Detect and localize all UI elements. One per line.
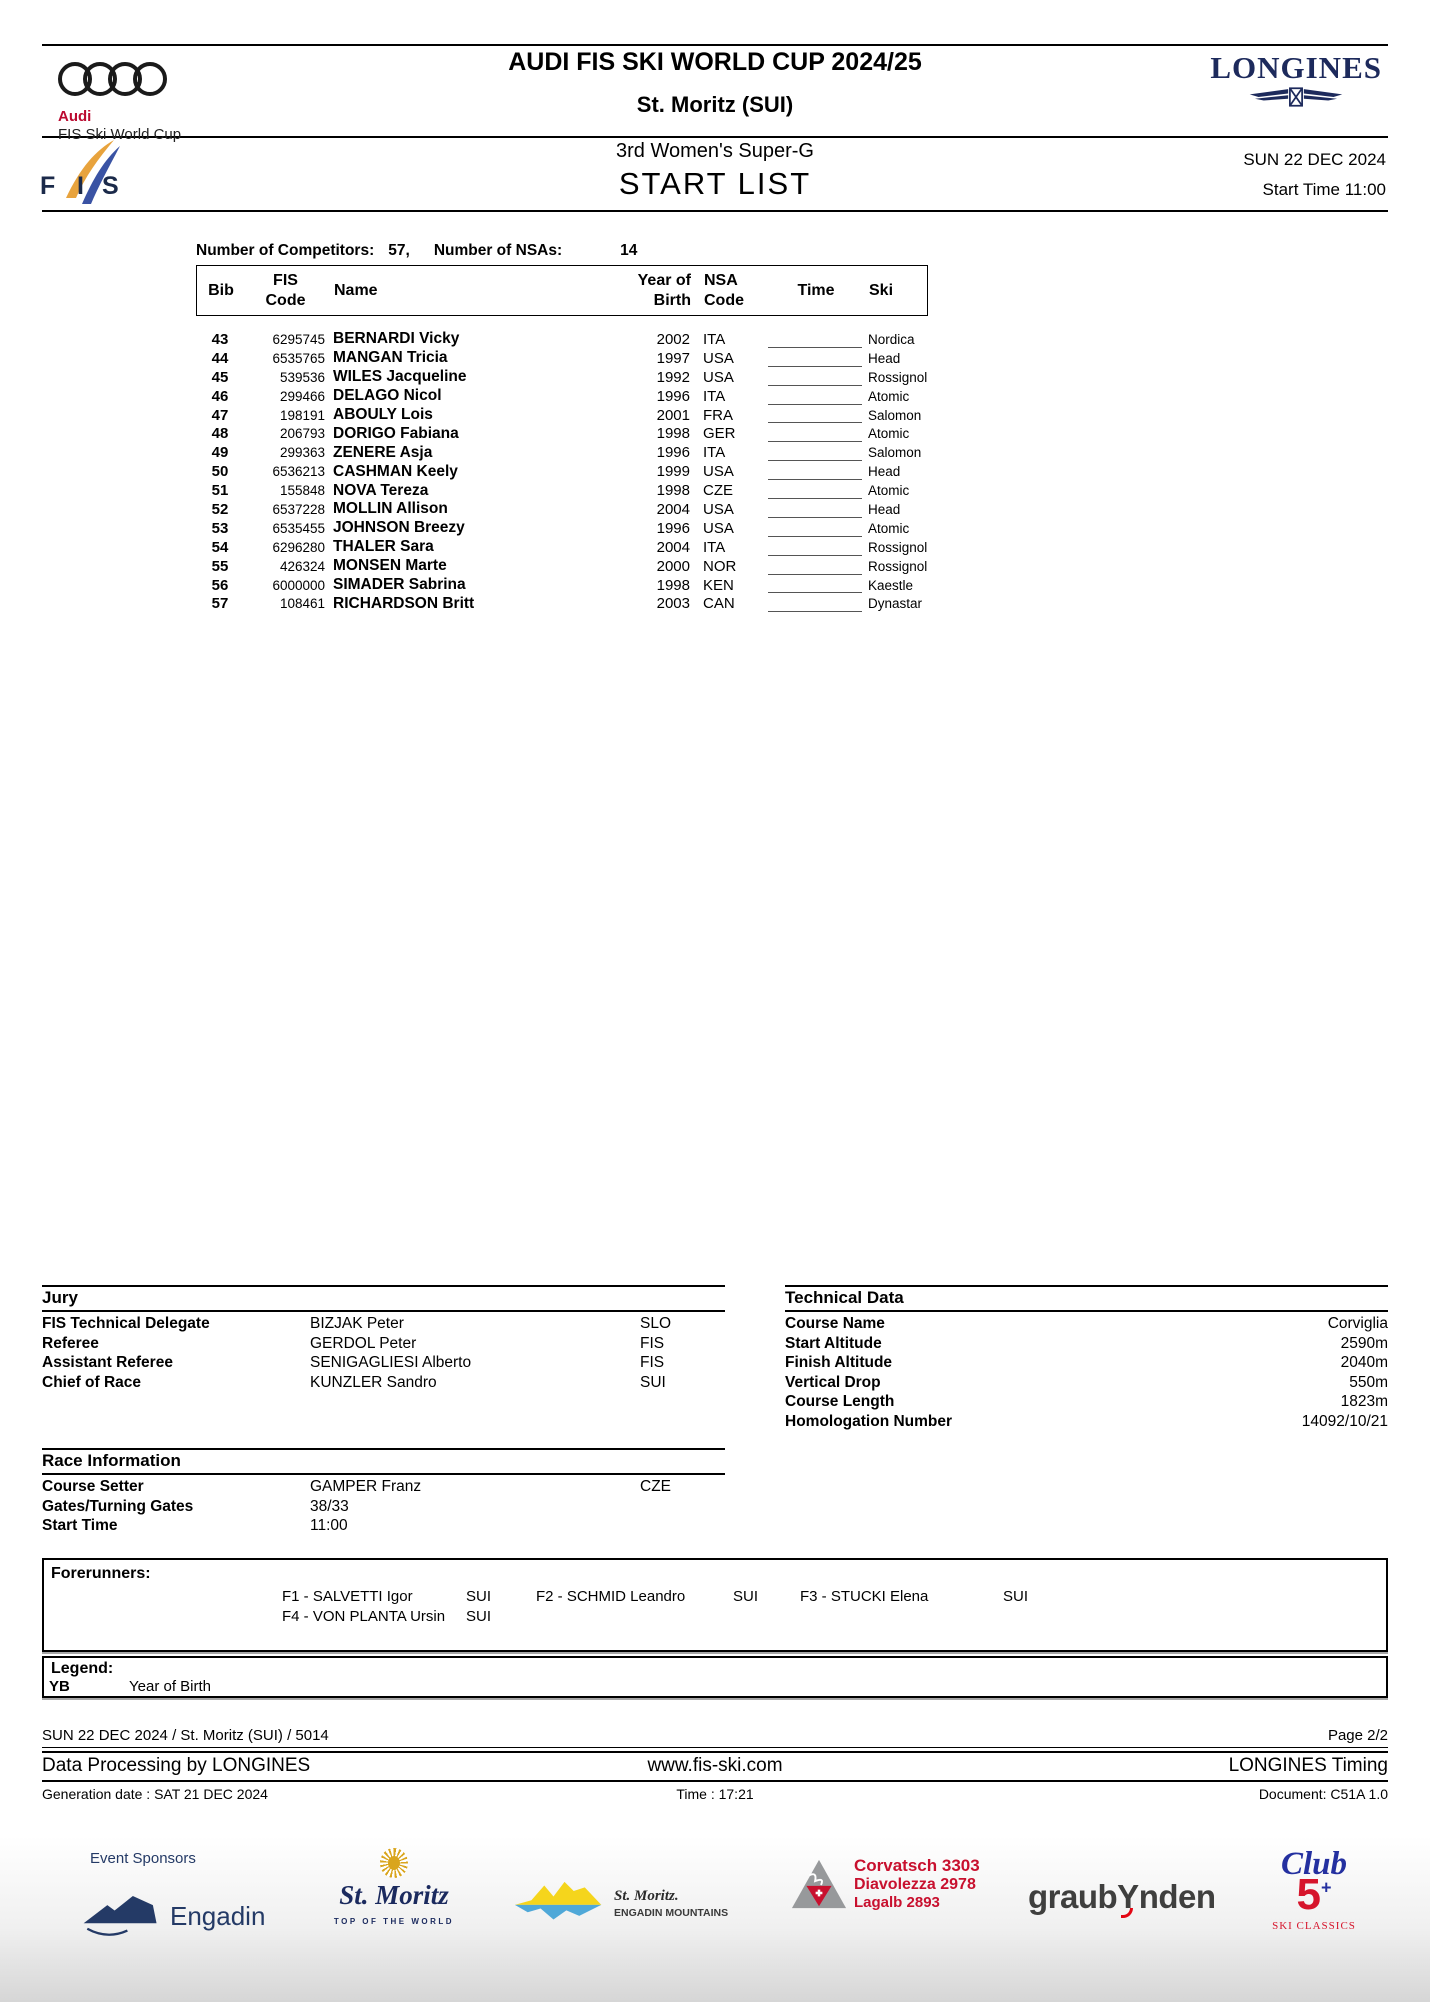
table-row (196, 406, 928, 425)
corvatsch-line-1: Corvatsch 3303 (854, 1856, 980, 1875)
sponsor-st-moritz (326, 1848, 462, 1926)
club5-script: Club (1280, 1846, 1348, 1882)
competitor-name: DELAGO Nicol (333, 387, 442, 405)
race-info-row: Start Time 11:00 (42, 1517, 348, 1534)
table-body (196, 330, 928, 613)
fis-code: 6536213 (272, 464, 325, 480)
footer-timing: LONGINES Timing (1228, 1755, 1388, 1776)
engadin-mountains-icon (512, 1880, 606, 1926)
bib: 57 (211, 595, 229, 613)
table-row (196, 387, 928, 406)
year-of-birth: 1996 (656, 519, 690, 537)
fis-code: 539536 (279, 369, 325, 385)
sun-icon (380, 1848, 408, 1878)
start-time: Start Time 11:00 (1262, 180, 1386, 199)
bib: 46 (211, 387, 229, 405)
race-date: SUN 22 DEC 2024 (1243, 150, 1386, 169)
nsa-code: USA (703, 368, 734, 386)
race-information-title: Race Information (42, 1448, 725, 1475)
fis-code: 426324 (279, 558, 325, 574)
svg-text:S: S (102, 172, 119, 200)
technical-row: Homologation Number 14092/10/21 (785, 1412, 1388, 1430)
time-blank (756, 557, 862, 576)
nsa-code: NOR (703, 557, 737, 575)
graubuenden-wordmark-post: nden (1138, 1878, 1216, 1915)
forerunner-nation: SUI (466, 1608, 492, 1625)
ski-brand: Atomic (868, 483, 910, 499)
jury-row: Assistant Referee SENIGAGLIESI Alberto FIS (42, 1354, 665, 1371)
time-blank (756, 330, 862, 349)
nsa-code: CZE (703, 482, 733, 500)
header-rule-bottom (42, 210, 1388, 212)
fis-code: 6296280 (272, 539, 325, 555)
bib: 48 (211, 425, 229, 443)
forerunner-name: F2 - SCHMID Leandro (536, 1588, 686, 1605)
forerunner-nation: SUI (733, 1588, 759, 1605)
nsa-code: ITA (703, 538, 726, 556)
audi-brand-text: Audi (58, 108, 92, 125)
footer-generation-time: Time : 17:21 (676, 1786, 754, 1802)
svg-text:F: F (40, 172, 56, 200)
footer-document-id: Document: C51A 1.0 (1258, 1786, 1388, 1802)
sponsor-club5 (1266, 1846, 1362, 1932)
time-blank (756, 443, 862, 462)
time-blank (756, 500, 862, 519)
fis-code: 6535455 (272, 520, 325, 536)
legend-title: Legend: (51, 1660, 114, 1677)
nsa-code: GER (703, 425, 736, 443)
fis-code: 299466 (279, 388, 325, 404)
table-header (196, 265, 928, 316)
table-row (196, 424, 928, 443)
bib: 52 (211, 500, 229, 518)
column-nsa-code: NSA Code (704, 271, 744, 309)
longines-hourglass-icon (1248, 86, 1344, 108)
table-row (196, 368, 928, 387)
forerunner-nation: SUI (466, 1588, 492, 1605)
sponsor-engadin (80, 1892, 265, 1940)
jury-row: FIS Technical Delegate BIZJAK Peter SLO (42, 1315, 672, 1332)
page-title: START LIST (618, 166, 812, 201)
time-blank (756, 387, 862, 406)
ski-brand: Head (868, 501, 901, 517)
st-moritz-tagline: TOP OF THE WORLD (333, 1917, 455, 1926)
nsa-code: USA (703, 500, 734, 518)
corvatsch-mountain-icon (790, 1857, 848, 1911)
competitor-name: MANGAN Tricia (333, 349, 448, 367)
time-blank (756, 424, 862, 443)
table-row (196, 576, 928, 595)
bib: 53 (211, 519, 229, 537)
fis-code: 6535765 (272, 350, 325, 366)
forerunner-name: F4 - VON PLANTA Ursin (282, 1608, 446, 1625)
table-row (196, 349, 928, 368)
year-of-birth: 2004 (656, 500, 690, 518)
time-blank (756, 406, 862, 425)
column-time: Time (797, 281, 835, 299)
bib: 56 (211, 576, 229, 594)
forerunner-name: F1 - SALVETTI Igor (282, 1588, 413, 1605)
time-blank (756, 519, 862, 538)
technical-data-title: Technical Data (785, 1285, 1388, 1312)
fis-code: 155848 (279, 483, 325, 499)
year-of-birth: 2001 (656, 406, 690, 424)
column-ski: Ski (869, 281, 894, 299)
ski-brand: Atomic (868, 520, 910, 536)
technical-row: Vertical Drop 550m (785, 1373, 1388, 1391)
header-rule-middle (42, 136, 1388, 138)
nsa-code: FRA (703, 406, 733, 424)
footer-processing: Data Processing by LONGINES (42, 1755, 311, 1776)
year-of-birth: 2000 (656, 557, 690, 575)
year-of-birth: 2004 (656, 538, 690, 556)
ski-brand: Kaestle (868, 577, 914, 593)
year-of-birth: 1999 (656, 463, 690, 481)
sponsor-engadin-mountains (512, 1880, 728, 1926)
technical-row: Start Altitude 2590m (785, 1334, 1388, 1352)
ski-brand: Head (868, 464, 901, 480)
bib: 55 (211, 557, 229, 575)
race-info-row: Gates/Turning Gates 38/33 (42, 1497, 349, 1515)
ski-brand: Nordica (868, 331, 915, 347)
bib: 51 (211, 482, 229, 500)
event-sponsors-label: Event Sponsors (90, 1850, 196, 1867)
footer-website: www.fis-ski.com (647, 1755, 783, 1776)
sponsor-band (0, 1836, 1430, 2002)
corvatsch-line-2: Diavolezza 2978 (854, 1875, 976, 1893)
forerunner-nation: SUI (1003, 1588, 1029, 1605)
year-of-birth: 1996 (656, 444, 690, 462)
bib: 49 (211, 444, 229, 462)
table-row (196, 557, 928, 576)
corvatsch-line-3: Lagalb 2893 (854, 1893, 940, 1911)
technical-row: Course Length 1823m (785, 1393, 1388, 1410)
time-blank (756, 594, 862, 613)
jury-title: Jury (42, 1285, 725, 1312)
nsa-code: USA (703, 463, 734, 481)
competitors-summary (196, 242, 928, 260)
time-blank (756, 538, 862, 557)
engadin-mountain-icon (80, 1892, 162, 1940)
column-bib: Bib (208, 281, 234, 299)
year-of-birth: 1998 (656, 482, 690, 500)
nsa-code: KEN (703, 576, 734, 594)
fis-code: 6537228 (272, 501, 325, 517)
column-year-of-birth: Year of Birth (637, 271, 691, 309)
bib: 50 (211, 463, 229, 481)
year-of-birth: 1998 (656, 576, 690, 594)
column-name: Name (334, 281, 378, 299)
legend-box (42, 1656, 1388, 1698)
table-row (196, 330, 928, 349)
forerunners-title: Forerunners: (51, 1565, 151, 1582)
competitor-name: NOVA Tereza (333, 481, 429, 499)
club5-number: 5+ (1296, 1870, 1332, 1919)
year-of-birth: 1997 (656, 349, 690, 367)
bib: 54 (211, 538, 229, 556)
sponsor-corvatsch (790, 1856, 980, 1911)
st-moritz-script: St. Moritz (339, 1880, 449, 1910)
table-row (196, 519, 928, 538)
ski-brand: Atomic (868, 426, 910, 442)
nsa-code: USA (703, 519, 734, 537)
forerunners-row (44, 1587, 1386, 1627)
fis-code: 6295745 (272, 331, 325, 347)
jury-row: Chief of Race KUNZLER Sandro SUI (42, 1373, 666, 1391)
nsa-code: ITA (703, 330, 726, 348)
fis-code: 206793 (279, 426, 325, 442)
longines-wordmark: LONGINES (1210, 50, 1382, 85)
technical-row: Finish Altitude 2040m (785, 1354, 1388, 1371)
forerunners-box (42, 1558, 1388, 1652)
graubuenden-wordmark-pre: graub (1028, 1878, 1118, 1915)
ski-brand: Head (868, 350, 901, 366)
fis-code: 6000000 (272, 577, 325, 593)
ski-brand: Salomon (868, 445, 922, 461)
competitor-name: ABOULY Lois (333, 406, 433, 423)
time-blank (756, 349, 862, 368)
club5-tagline: SKI CLASSICS (1272, 1920, 1356, 1933)
jury-row: Referee GERDOL Peter FIS (42, 1334, 665, 1352)
nsas-count: 14 (620, 242, 638, 259)
ski-brand: Rossignol (868, 558, 928, 574)
year-of-birth: 2003 (656, 595, 690, 613)
bib: 47 (211, 406, 229, 424)
year-of-birth: 1998 (656, 425, 690, 443)
nsa-code: ITA (703, 444, 726, 462)
race-info-row: Course Setter GAMPER Franz CZE (42, 1478, 671, 1495)
fis-code: 108461 (279, 596, 325, 612)
year-of-birth: 2002 (656, 330, 690, 348)
competitor-name: WILES Jacqueline (333, 368, 467, 386)
year-of-birth: 1996 (656, 387, 690, 405)
jury-section (42, 1285, 725, 1392)
ski-brand: Salomon (868, 407, 922, 423)
time-blank (756, 576, 862, 595)
bib: 43 (211, 330, 229, 348)
year-of-birth: 1992 (656, 368, 690, 386)
race-information-section (42, 1448, 725, 1536)
fis-code: 198191 (279, 407, 325, 423)
time-blank (756, 462, 862, 481)
footer (42, 1727, 1388, 1802)
competitor-name: MOLLIN Allison (333, 500, 448, 518)
competitor-name: CASHMAN Keely (333, 462, 458, 480)
fis-code: 299363 (279, 445, 325, 461)
table-row (196, 443, 928, 462)
nsas-label: Number of NSAs: (433, 242, 563, 259)
table-row (196, 481, 928, 500)
legend-row (44, 1678, 1386, 1695)
footer-doc-line: SUN 22 DEC 2024 / St. Moritz (SUI) / 5014 (42, 1727, 329, 1744)
bib: 44 (211, 349, 229, 367)
ski-brand: Rossignol (868, 539, 928, 555)
table-row (196, 500, 928, 519)
sponsor-graubuenden (1028, 1878, 1216, 1916)
table-row (196, 594, 928, 613)
legend-description: Year of Birth (129, 1678, 211, 1695)
engadin-mountains-tagline: ENGADIN MOUNTAINS (614, 1906, 729, 1919)
longines-logo (1210, 50, 1382, 113)
event-location: St. Moritz (SUI) (636, 92, 794, 117)
nsa-code: ITA (703, 387, 726, 405)
svg-text:I: I (77, 172, 84, 200)
technical-data-section (785, 1285, 1388, 1431)
footer-page-number: Page 2/2 (1327, 1727, 1388, 1744)
competitor-name: MONSEN Marte (333, 557, 447, 575)
legend-code: YB (49, 1678, 70, 1695)
nsa-code: CAN (703, 595, 735, 613)
ski-brand: Rossignol (868, 369, 928, 385)
competitor-name: SIMADER Sabrina (333, 576, 466, 594)
competitor-name: RICHARDSON Britt (333, 594, 475, 612)
competitors-label: Number of Competitors: (196, 242, 375, 259)
footer-generation-date: Generation date : SAT 21 DEC 2024 (42, 1786, 268, 1802)
engadin-mountains-script: St. Moritz. (614, 1887, 679, 1904)
competitor-name: BERNARDI Vicky (333, 330, 460, 348)
engadin-wordmark: Engadin (170, 1900, 266, 1931)
competitor-name: THALER Sara (333, 538, 434, 556)
time-blank (756, 481, 862, 500)
event-title: AUDI FIS SKI WORLD CUP 2024/25 (508, 48, 922, 76)
competitor-name: DORIGO Fabiana (333, 424, 459, 442)
column-fis-code: FIS Code (265, 271, 306, 309)
competitor-name: ZENERE Asja (333, 443, 433, 461)
race-title: 3rd Women's Super-G (616, 140, 814, 162)
time-blank (756, 368, 862, 387)
nsa-code: USA (703, 349, 734, 367)
table-row (196, 462, 928, 481)
ski-brand: Atomic (868, 388, 910, 404)
audi-sub-text: FIS Ski World Cup (58, 126, 182, 143)
competitor-name: JOHNSON Breezy (333, 519, 465, 537)
ski-brand: Dynastar (868, 596, 923, 612)
graubuenden-ibex-mark-icon: Y (1117, 1878, 1139, 1916)
table-row (196, 538, 928, 557)
bib: 45 (211, 368, 229, 386)
technical-row: Course Name Corviglia (785, 1315, 1388, 1332)
competitors-count: 57, (388, 242, 410, 259)
forerunner-name: F3 - STUCKI Elena (800, 1588, 929, 1605)
header-rule-top (42, 44, 1388, 46)
